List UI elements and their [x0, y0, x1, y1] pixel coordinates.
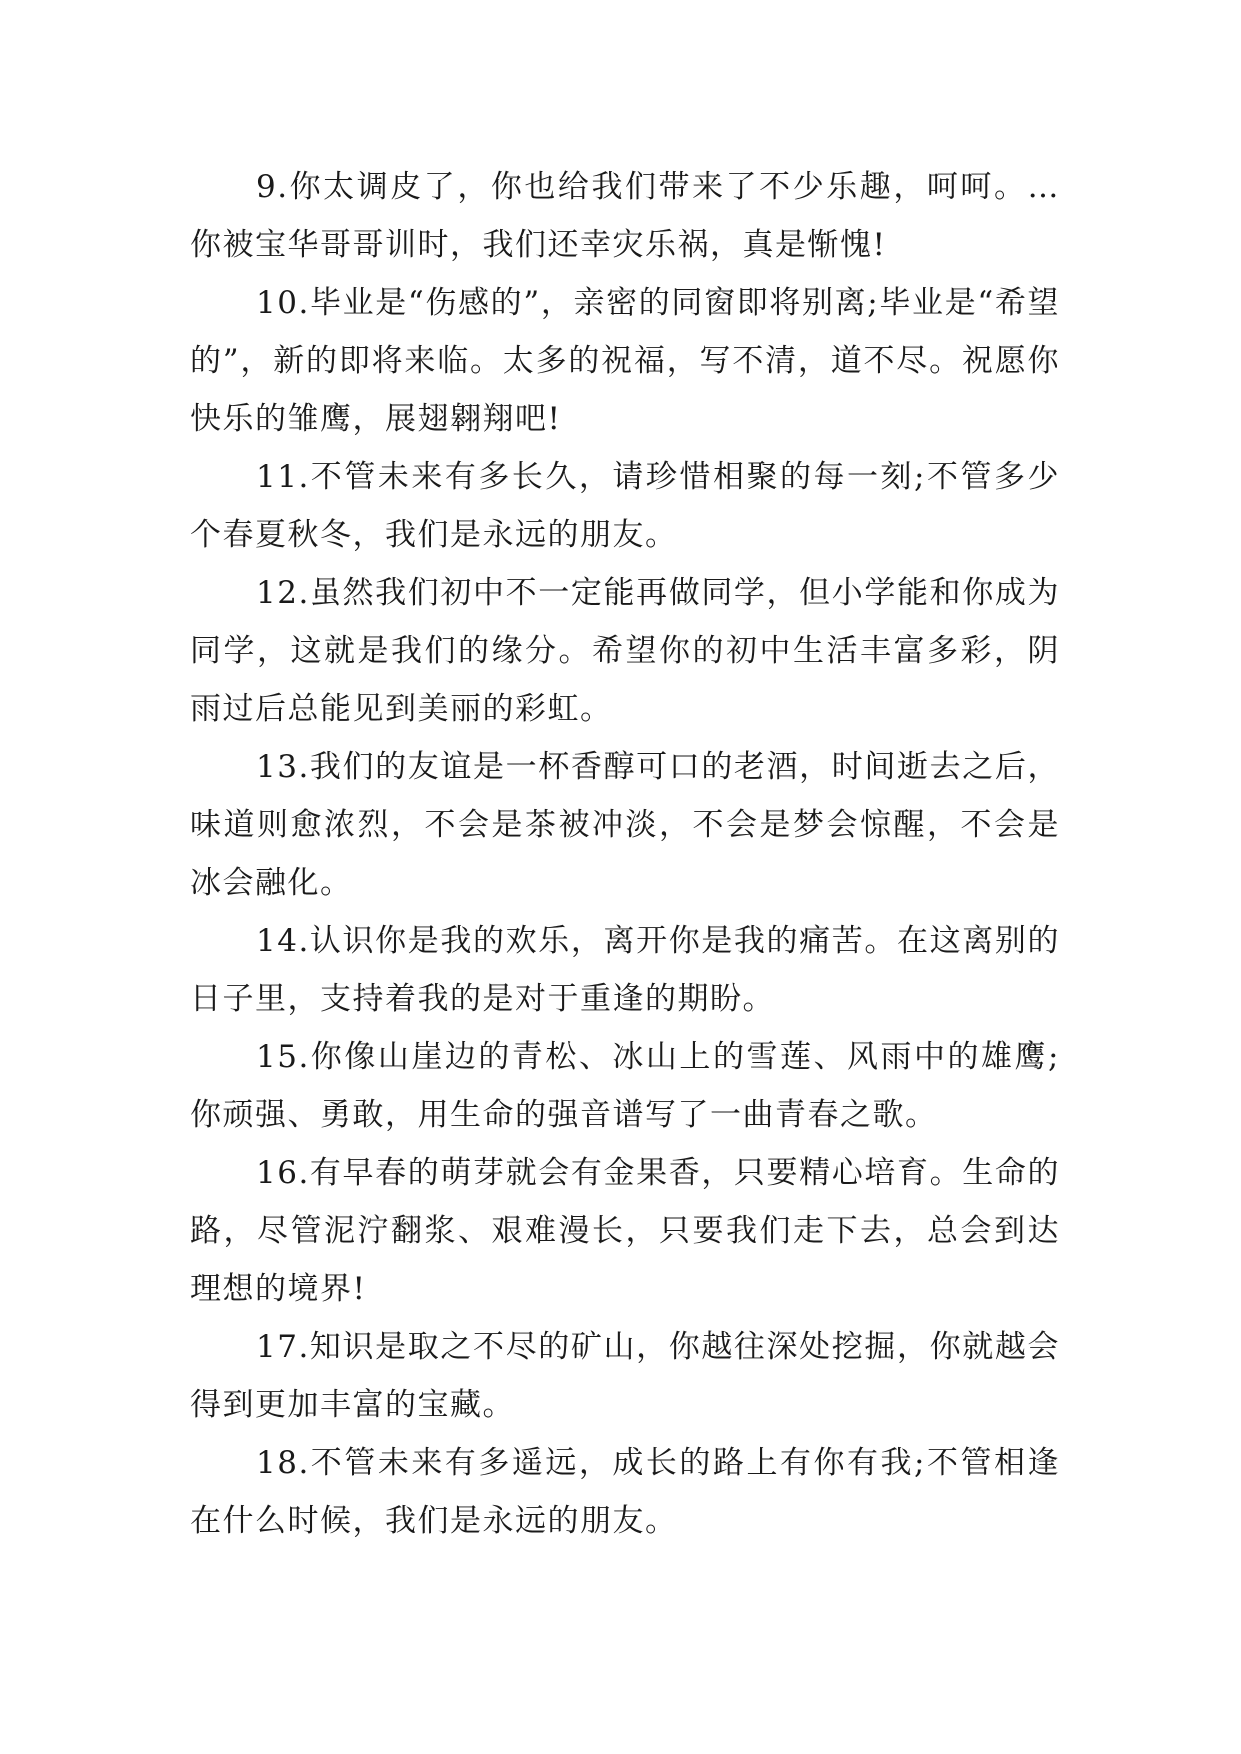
paragraph-9: 9.你太调皮了，你也给我们带来了不少乐趣，呵呵。…你被宝华哥哥训时，我们还幸灾乐祸，真是惭愧! [190, 169, 1060, 263]
paragraph-18: 18.不管未来有多遥远，成长的路上有你有我;不管相逢在什么时候，我们是永远的朋友。 [190, 1445, 1060, 1539]
paragraph-13: 13.我们的友谊是一杯香醇可口的老酒，时间逝去之后，味道则愈浓烈，不会是茶被冲淡，不会是梦会惊醒，不会是冰会融化。 [190, 749, 1060, 901]
paragraph-17: 17.知识是取之不尽的矿山，你越往深处挖掘，你就越会得到更加丰富的宝藏。 [190, 1329, 1060, 1423]
document-body [190, 158, 1060, 1550]
paragraph-16: 16.有早春的萌芽就会有金果香，只要精心培育。生命的路，尽管泥泞翻浆、艰难漫长，只要我们走下去，总会到达理想的境界! [190, 1155, 1060, 1307]
paragraph-11: 11.不管未来有多长久，请珍惜相聚的每一刻;不管多少个春夏秋冬，我们是永远的朋友。 [190, 459, 1060, 553]
paragraph-14: 14.认识你是我的欢乐，离开你是我的痛苦。在这离别的日子里，支持着我的是对于重逢的期盼。 [190, 923, 1060, 1017]
paragraph-12: 12.虽然我们初中不一定能再做同学，但小学能和你成为同学，这就是我们的缘分。希望你的初中生活丰富多彩，阴雨过后总能见到美丽的彩虹。 [190, 575, 1060, 727]
paragraph-10: 10.毕业是“伤感的”，亲密的同窗即将别离;毕业是“希望的”，新的即将来临。太多的祝福，写不清，道不尽。祝愿你快乐的雏鹰，展翅翱翔吧! [190, 285, 1060, 437]
paragraph-15: 15.你像山崖边的青松、冰山上的雪莲、风雨中的雄鹰;你顽强、勇敢，用生命的强音谱写了一曲青春之歌。 [190, 1039, 1060, 1133]
